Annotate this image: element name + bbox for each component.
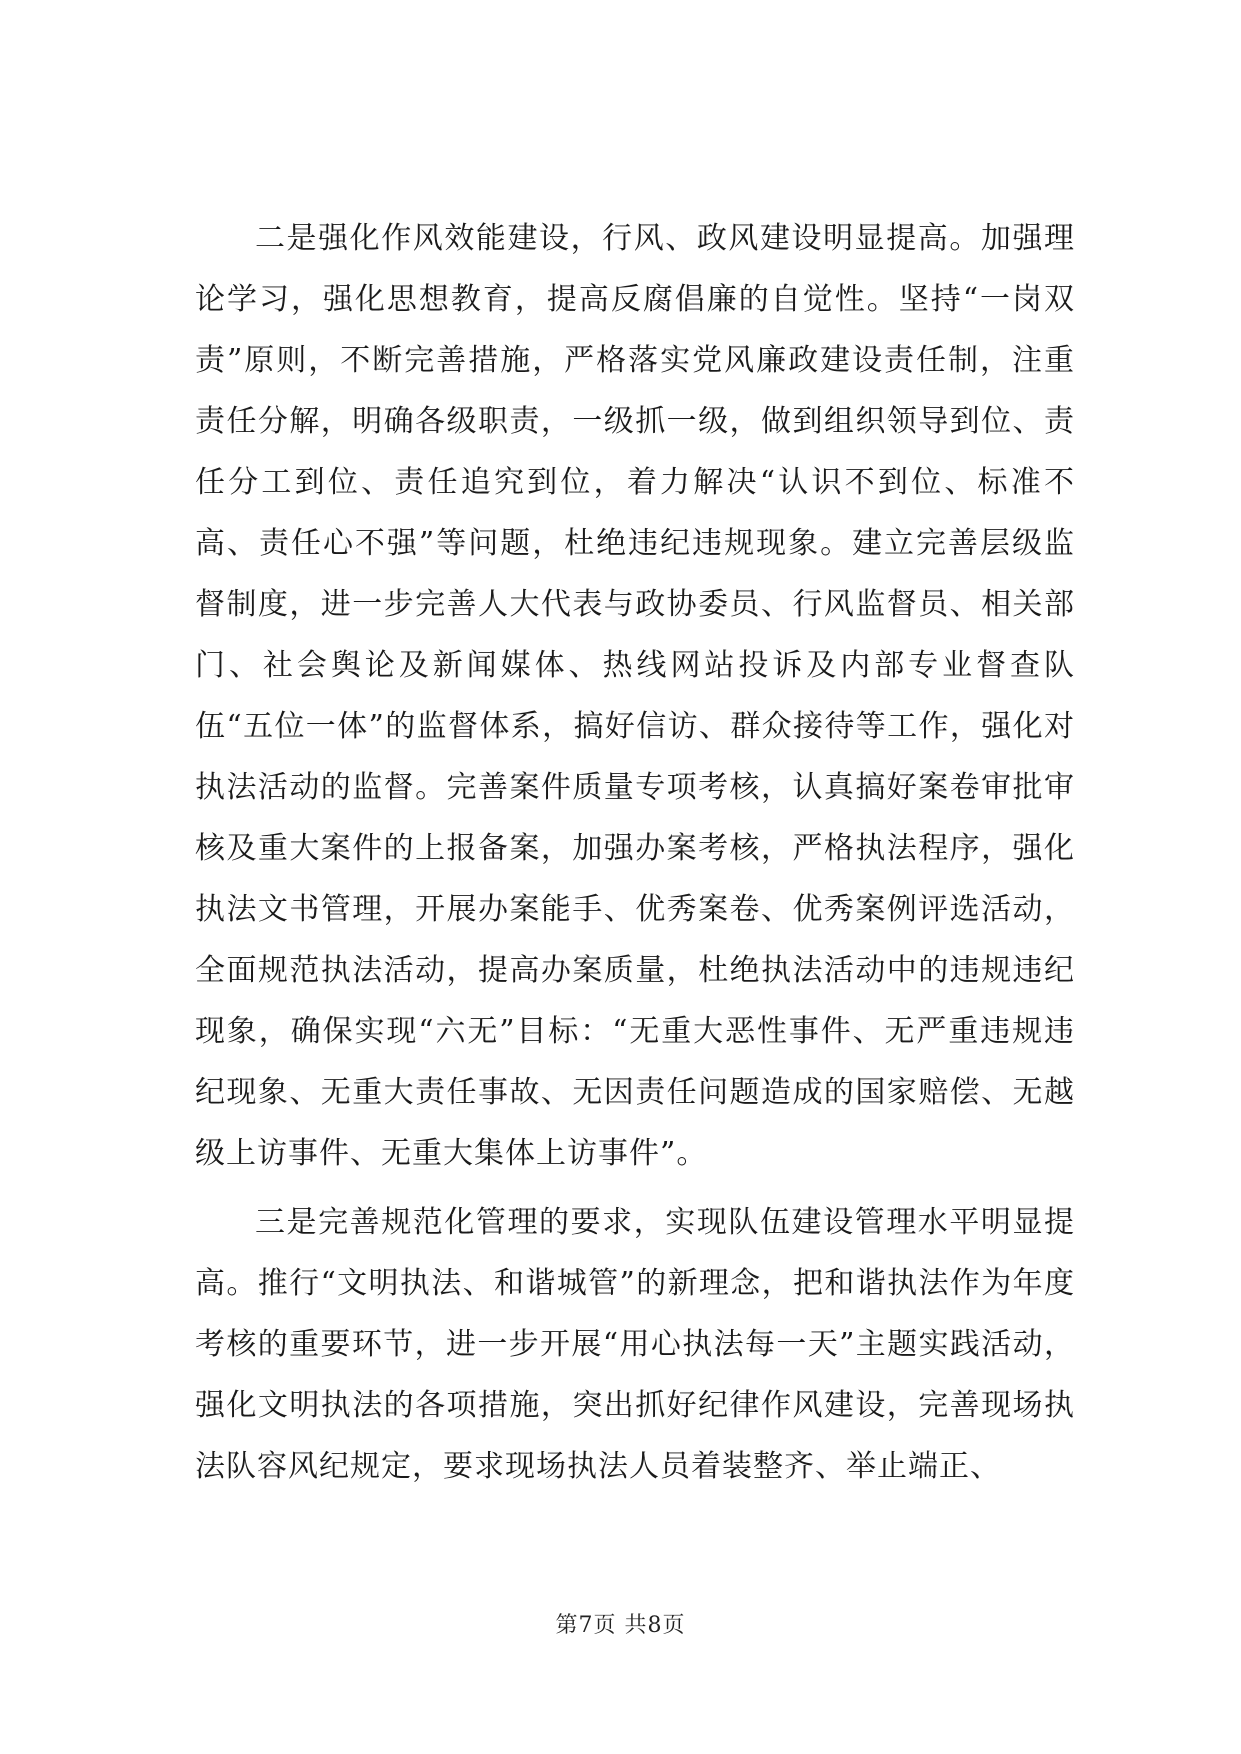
document-body (195, 208, 1075, 1497)
page-footer: 第7页 共8页 (555, 1613, 686, 1638)
paragraph-2: 二是强化作风效能建设，行风、政风建设明显提高。加强理论学习，强化思想教育，提高反腐倡廉的自觉性。坚持“一岗双责”原则，不断完善措施，严格落实党风廉政建设责任制，注重责任分解，明确各级职责，一级抓一级，做到组织领导到位、责任分工到位、责任追究到位，着力解决“认识不到位、标准不高、责任心不强”等问题，杜绝违纪违规现象。建立完善层级监督制度，进一步完善人大代表与政协委员、行风监督员、相关部门、社会舆论及新闻媒体、热线网站投诉及内部专业督查队伍“五位一体”的监督体系，搞好信访、群众接待等工作，强化对执法活动的监督。完善案件质量专项考核，认真搞好案卷审批审核及重大案件的上报备案，加强办案考核，严格执法程序，强化执法文书管理，开展办案能手、优秀案卷、优秀案例评选活动，全面规范执法活动，提高办案质量，杜绝执法活动中的违规违纪现象，确保实现“六无”目标：“无重大恶性事件、无严重违规违纪现象、无重大责任事故、无因责任问题造成的国家赔偿、无越级上访事件、无重大集体上访事件”。 (195, 221, 1075, 1171)
paragraph-3: 三是完善规范化管理的要求，实现队伍建设管理水平明显提高。推行“文明执法、和谐城管”的新理念，把和谐执法作为年度考核的重要环节，进一步开展“用心执法每一天”主题实践活动，强化文明执法的各项措施，突出抓好纪律作风建设，完善现场执法队容风纪规定，要求现场执法人员着装整齐、举止端正、 (195, 1205, 1075, 1484)
